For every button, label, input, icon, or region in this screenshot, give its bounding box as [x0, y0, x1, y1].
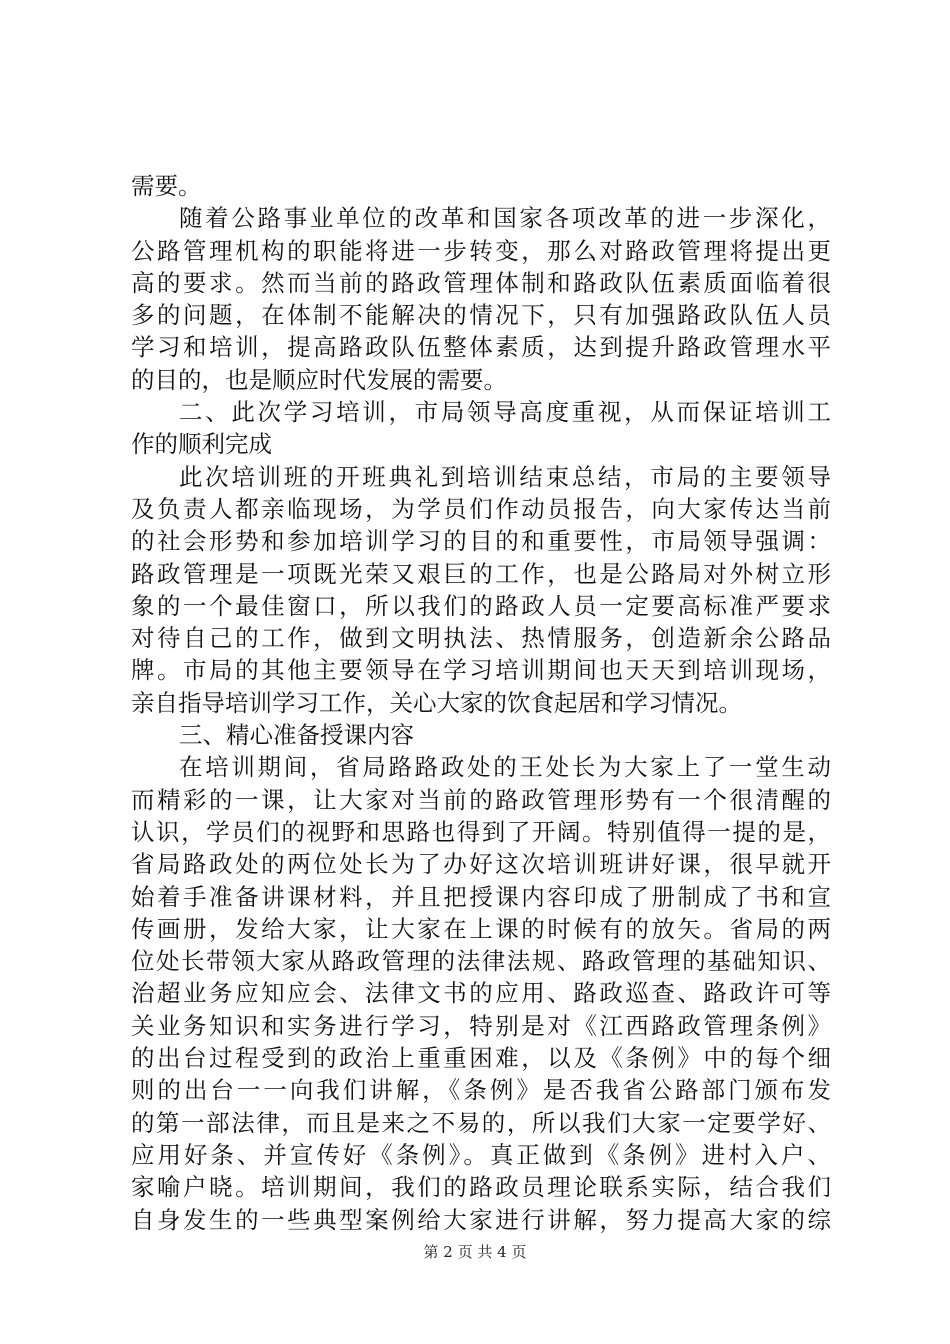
text-line: 对待自己的工作，做到文明执法、热情服务，创造新余公路品 — [131, 624, 831, 653]
text-line: 的目的，也是顺应时代发展的需要。 — [131, 365, 507, 394]
text-line: 家喻户晓。培训期间，我们的路政员理论联系实际，结合我们 — [131, 1173, 831, 1202]
text-line: 始着手准备讲课材料，并且把授课内容印成了册制成了书和宣 — [131, 882, 831, 911]
text-line: 多的问题，在体制不能解决的情况下，只有加强路政队伍人员 — [131, 301, 831, 330]
text-line: 随着公路事业单位的改革和国家各项改革的进一步深化， — [179, 204, 831, 233]
text-line: 认识，学员们的视野和思路也得到了开阔。特别值得一提的是， — [131, 817, 831, 846]
text-line: 及负责人都亲临现场，为学员们作动员报告，向大家传达当前 — [131, 494, 831, 523]
text-line: 传画册，发给大家，让大家在上课的时候有的放矢。省局的两 — [131, 914, 831, 943]
text-line: 需要。 — [131, 172, 202, 200]
document-body — [131, 170, 831, 1236]
text-line: 牌。市局的其他主要领导在学习培训期间也天天到培训现场， — [131, 656, 831, 685]
section-heading: 三、精心准备授课内容 — [179, 721, 414, 750]
text-line: 公路管理机构的职能将进一步转变，那么对路政管理将提出更 — [131, 236, 831, 265]
text-line: 的出台过程受到的政治上重重困难，以及《条例》中的每个细 — [131, 1044, 831, 1073]
text-line: 学习和培训，提高路政队伍整体素质，达到提升路政管理水平 — [131, 333, 831, 362]
text-line: 应用好条、并宣传好《条例》。真正做到《条例》进村入户、 — [131, 1140, 831, 1169]
text-line: 位处长带领大家从路政管理的法律法规、路政管理的基础知识、 — [131, 947, 831, 976]
text-line: 在培训期间，省局路路政处的王处长为大家上了一堂生动 — [179, 753, 831, 782]
text-line: 路政管理是一项既光荣又艰巨的工作，也是公路局对外树立形 — [131, 559, 831, 588]
text-line: 则的出台一一向我们讲解，《条例》是否我省公路部门颁布发 — [131, 1076, 831, 1105]
text-line: 关业务知识和实务进行学习，特别是对《江西路政管理条例》 — [131, 1011, 831, 1040]
text-line: 象的一个最佳窗口，所以我们的路政人员一定要高标准严要求 — [131, 591, 831, 620]
page-footer: 第 2 页 共 4 页 — [423, 1243, 527, 1261]
text-line: 的第一部法律，而且是来之不易的，所以我们大家一定要学好、 — [131, 1108, 831, 1137]
text-line: 高的要求。然而当前的路政管理体制和路政队伍素质面临着很 — [131, 268, 831, 297]
text-line: 治超业务应知应会、法律文书的应用、路政巡查、路政许可等 — [131, 979, 831, 1008]
section-heading: 二、此次学习培训，市局领导高度重视，从而保证培训工 — [179, 398, 831, 427]
text-line: 此次培训班的开班典礼到培训结束总结，市局的主要领导 — [179, 462, 831, 491]
text-line: 亲自指导培训学习工作，关心大家的饮食起居和学习情况。 — [131, 688, 742, 717]
text-line: 省局路政处的两位处长为了办好这次培训班讲好课，很早就开 — [131, 850, 831, 879]
text-line: 自身发生的一些典型案例给大家进行讲解，努力提高大家的综 — [131, 1205, 831, 1234]
text-line: 而精彩的一课，让大家对当前的路政管理形势有一个很清醒的 — [131, 785, 831, 814]
section-heading: 作的顺利完成 — [131, 430, 272, 459]
text-line: 的社会形势和参加培训学习的目的和重要性，市局领导强调： — [131, 527, 831, 556]
